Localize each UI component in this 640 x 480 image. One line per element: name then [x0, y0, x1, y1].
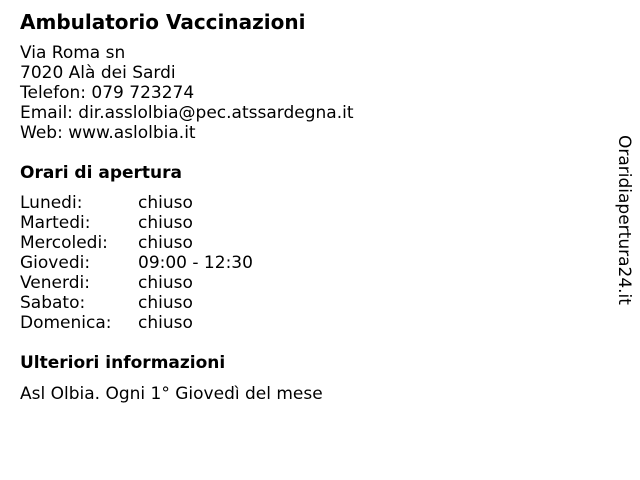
hours-day: Mercoledi: [20, 233, 108, 253]
hours-day: Martedi: [20, 213, 91, 233]
address-phone: Telefon: 079 723274 [20, 83, 195, 103]
hours-value: 09:00 - 12:30 [138, 253, 253, 273]
hours-row-saturday [20, 293, 420, 313]
hours-row-sunday [20, 313, 420, 333]
hours-value: chiuso [138, 313, 193, 333]
hours-row-thursday [20, 253, 420, 273]
info-text: Asl Olbia. Ogni 1° Giovedì del mese [20, 384, 323, 404]
hours-heading: Orari di apertura [20, 163, 182, 183]
address-city: 7020 Alà dei Sardi [20, 63, 176, 83]
hours-value: chiuso [138, 233, 193, 253]
info-heading: Ulteriori informazioni [20, 353, 226, 373]
hours-value: chiuso [138, 193, 193, 213]
hours-day: Giovedi: [20, 253, 91, 273]
hours-day: Lunedi: [20, 193, 83, 213]
address-web: Web: www.aslolbia.it [20, 123, 196, 143]
hours-value: chiuso [138, 293, 193, 313]
address-street: Via Roma sn [20, 43, 126, 63]
page-title: Ambulatorio Vaccinazioni [20, 10, 306, 34]
hours-value: chiuso [138, 273, 193, 293]
address-email: Email: dir.asslolbia@pec.atssardegna.it [20, 103, 354, 123]
hours-row-wednesday [20, 233, 420, 253]
hours-row-monday [20, 193, 420, 213]
hours-value: chiuso [138, 213, 193, 233]
watermark-text: Oraridiapertura24.it [614, 135, 634, 305]
hours-day: Domenica: [20, 313, 112, 333]
hours-day: Venerdi: [20, 273, 90, 293]
hours-day: Sabato: [20, 293, 86, 313]
hours-row-friday [20, 273, 420, 293]
hours-row-tuesday [20, 213, 420, 233]
site-watermark [611, 135, 637, 310]
